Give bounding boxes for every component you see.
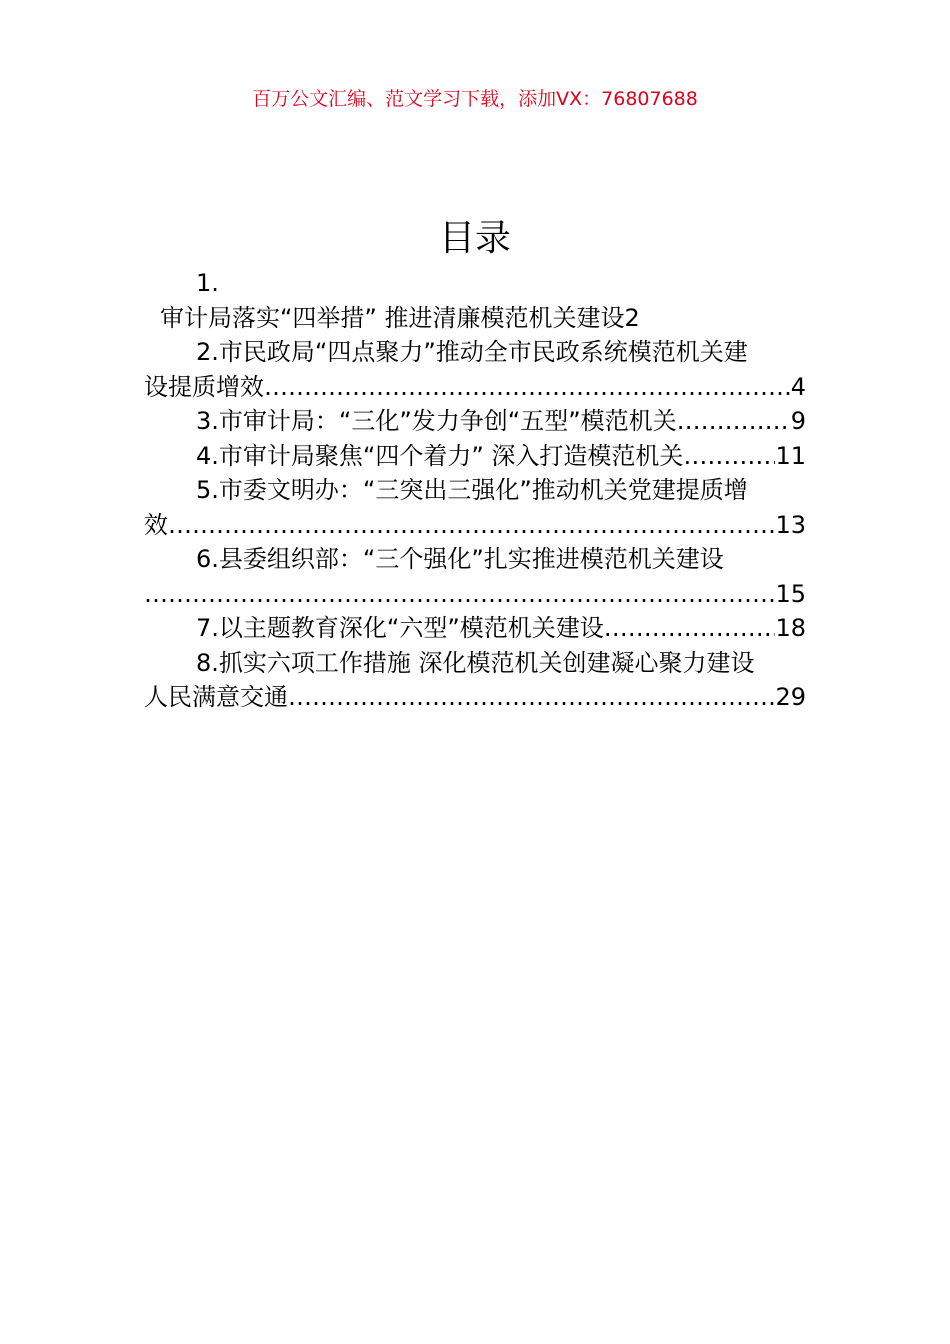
toc-entry-7-page: 18 [775, 614, 806, 642]
toc-entry-1-page: 2 [624, 303, 640, 332]
toc-leader-dots [168, 508, 775, 543]
toc-entry-6-line1[interactable]: 6.县委组织部：“三个强化”扎实推进模范机关建设 [196, 545, 724, 573]
toc-entry-5-line2[interactable] [144, 508, 806, 543]
toc-entry-5-text-cont: 效 [144, 510, 168, 539]
toc-entry-3-text: 3.市审计局：“三化”发力争创“五型”模范机关 [196, 407, 677, 435]
toc-leader-dots [144, 577, 775, 612]
toc-leader-dots [264, 370, 791, 405]
toc-entry-6-line2[interactable] [144, 577, 806, 612]
toc-entry-5-line1[interactable]: 5.市委文明办：“三突出三强化”推动机关党建提质增 [196, 476, 748, 504]
header-watermark-text: 百万公文汇编、范文学习下载，添加VX：76807688 [252, 88, 698, 110]
toc-entry-3-page: 9 [790, 407, 806, 435]
toc-entry-1-text: 审计局落实“四举措” 推进清廉模范机关建设 [160, 303, 625, 332]
toc-entry-2-page: 4 [790, 372, 806, 401]
toc-entry-7[interactable] [144, 611, 806, 646]
toc-entry-2-line2[interactable] [144, 370, 806, 405]
toc-entry-5-page: 13 [775, 510, 806, 539]
toc-entry-4-text: 4.市审计局聚焦“四个着力” 深入打造模范机关 [196, 441, 684, 470]
page-title: 目录 [438, 218, 511, 259]
toc-entry-1[interactable] [144, 301, 806, 336]
toc-entry-8-text-cont: 人民满意交通 [144, 683, 288, 711]
toc-entry-6-page: 15 [775, 579, 806, 608]
toc-entry-2-line1[interactable]: 2.市民政局“四点聚力”推动全市民政系统模范机关建 [196, 338, 748, 366]
toc-entry-4-page: 11 [775, 441, 806, 470]
toc-entry-8-line1[interactable]: 8.抓实六项工作措施 深化模范机关创建凝心聚力建设 [196, 648, 755, 677]
toc-entry-3[interactable] [144, 404, 806, 439]
toc-leader-dots [683, 439, 775, 474]
toc-entry-2-text-cont: 设提质增效 [144, 372, 264, 401]
toc-leader-dots [677, 404, 791, 439]
toc-entry-7-text: 7.以主题教育深化“六型”模范机关建设 [196, 614, 604, 642]
toc-entry-4[interactable] [144, 439, 806, 474]
toc-leader-dots [288, 680, 775, 715]
toc-entry-8-page: 29 [775, 683, 806, 711]
toc-entry-8-line2[interactable] [144, 680, 806, 715]
table-of-contents [144, 266, 806, 715]
toc-entry-1-number[interactable]: 1. [196, 269, 219, 297]
toc-leader-dots [604, 611, 776, 646]
